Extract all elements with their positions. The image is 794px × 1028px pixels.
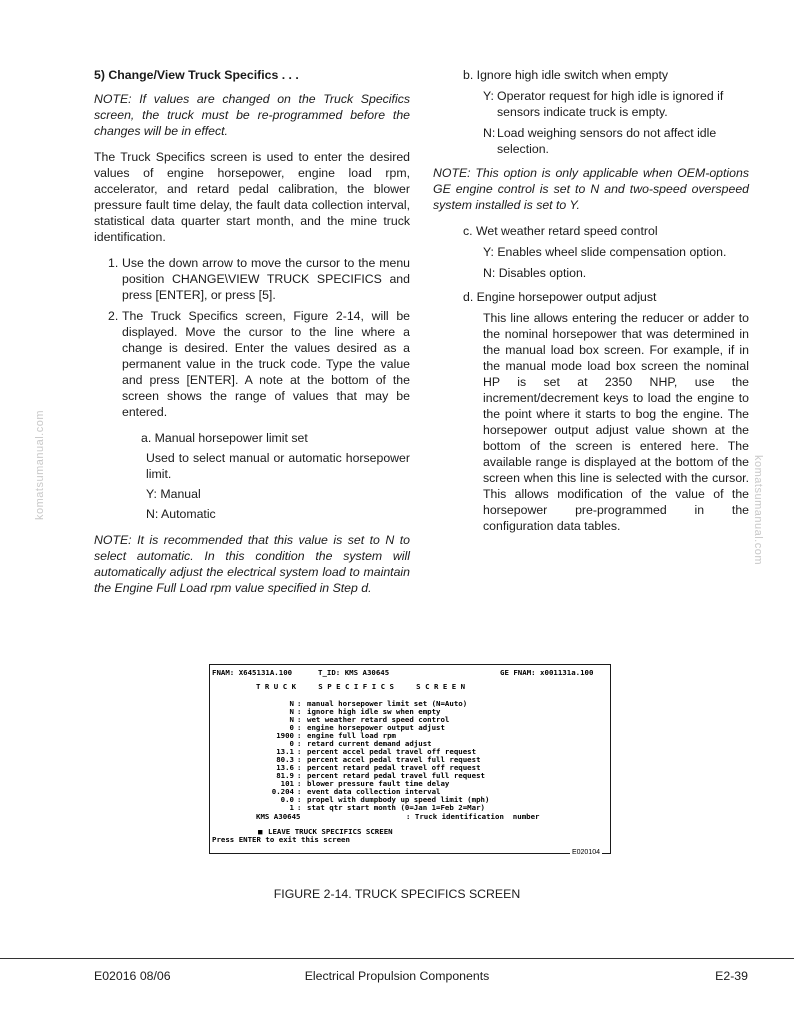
note-reprogram: NOTE: If values are changed on the Truck Specifics screen, the truck must be re-programmed before the changes will be in effect.: [94, 92, 410, 138]
screen-row-value[interactable]: 13.6: [276, 763, 294, 772]
screen-row-separator: :: [297, 755, 302, 764]
step-2: [94, 308, 410, 420]
item-c-label: c. Wet weather retard speed control: [463, 224, 658, 238]
step-2-number: 2.: [108, 309, 119, 323]
item-a-n: N: Automatic: [146, 507, 216, 521]
screen-row-value[interactable]: 1900: [276, 731, 294, 740]
screen-row-value[interactable]: 80.3: [276, 755, 294, 764]
footer-title: Electrical Propulsion Components: [304, 969, 490, 983]
truck-specifics-screen-figure: [209, 664, 611, 854]
note-oem-options: NOTE: This option is only applicable when OEM-options GE engine control is set to N and two-speed overspeed system installed is set to Y.: [433, 166, 749, 212]
screen-truck-id: T_ID: KMS A30645: [318, 668, 390, 677]
screen-row-separator: :: [297, 787, 302, 796]
step-1: [94, 255, 410, 303]
item-b-n-text: Load weighing sensors do not affect idle selection.: [497, 126, 717, 156]
item-b-n-key: N:: [483, 126, 496, 140]
screen-row-separator: :: [297, 763, 302, 772]
screen-row-separator: :: [297, 747, 302, 756]
right-column: [433, 67, 749, 539]
left-column: [94, 67, 410, 606]
footer-rule: [0, 958, 794, 959]
screen-leave-line: LEAVE TRUCK SPECIFICS SCREEN: [268, 827, 393, 836]
watermark-right: komatsumanual.com: [752, 455, 764, 565]
item-b-y-key: Y:: [483, 89, 494, 103]
screen-row-separator: :: [297, 795, 302, 804]
screen-row-value[interactable]: 0: [289, 739, 294, 748]
screen-fnam: FNAM: X645131A.100: [212, 668, 293, 677]
screen-row-label: event data collection interval: [307, 787, 441, 796]
screen-row-label: percent accel pedal travel off request: [307, 747, 477, 756]
item-d-text: This line allows entering the reducer or adder to the nominal horsepower that was determined in the manual load box screen. For example, if in the manual mode load box screen the nominal HP is set at 2350 NHP, use the increment/decrement keys to load the engine to the point where it starts to bog the engine. The horsepower output adjust value shown at the bottom of the screen is entered here. The available range is displayed at the bottom of the screen when this line is selected with the cursor. This allows modification of the value of the horsepower pre-programmed in the configuration data tables.: [483, 311, 749, 533]
footer-doc-id: E02016 08/06: [94, 969, 171, 983]
screen-row-label: engine horsepower output adjust: [307, 723, 445, 732]
screen-row-label: propel with dumpbody up speed limit (mph): [307, 795, 490, 804]
section-heading: 5) Change/View Truck Specifics . . .: [94, 68, 299, 82]
screen-row-value[interactable]: N: [289, 699, 294, 708]
screen-row-value[interactable]: N: [289, 707, 294, 716]
screen-row-value[interactable]: 1: [289, 803, 294, 812]
screen-ge-fnam: GE FNAM: x001131a.100: [500, 668, 594, 677]
footer-page-number: E2-39: [715, 969, 748, 983]
item-d-label: d. Engine horsepower output adjust: [463, 290, 657, 304]
step-1-number: 1.: [108, 256, 119, 270]
step-1-text: Use the down arrow to move the cursor to the menu position CHANGE\VIEW TRUCK SPECIFICS and press [ENTER], or press [5].: [122, 256, 410, 302]
screen-title: T R U C K S P E C I F I C S S C R E E N: [256, 682, 466, 691]
screen-row-separator: :: [297, 731, 302, 740]
screen-row-label: percent retard pedal travel full request: [307, 771, 485, 780]
screen-row-separator: :: [297, 739, 302, 748]
screen-row-label: engine full load rpm: [307, 731, 396, 740]
screen-row-value[interactable]: 13.1: [276, 747, 294, 756]
item-a-y: Y: Manual: [146, 487, 201, 501]
screen-row-value[interactable]: 0.0: [280, 795, 294, 804]
item-a-text: Used to select manual or automatic horsepower limit.: [146, 451, 410, 481]
step-2-text: The Truck Specifics screen, Figure 2-14, will be displayed. Move the cursor to the line where a change is desired. Enter the values desired as a permanent value in the truck code. Type the value and press [ENTER]. A note at the bottom of the screen shows the range of values that may be entered.: [122, 309, 410, 419]
screen-row-label: percent accel pedal travel full request: [307, 755, 481, 764]
screen-row-label: percent retard pedal travel off request: [307, 763, 481, 772]
note-automatic: NOTE: It is recommended that this value is set to N to select automatic. In this condition the system will automatically adjust the electrical system load to maintain the Engine Full Load rpm value specified in Step d.: [94, 533, 410, 595]
screen-row-label: manual horsepower limit set (N=Auto): [307, 699, 468, 708]
screen-row-value[interactable]: 0.204: [271, 787, 294, 796]
item-a-label: a. Manual horsepower limit set: [141, 431, 308, 445]
watermark-left: komatsumanual.com: [34, 410, 46, 520]
screen-row-label: wet weather retard speed control: [307, 715, 450, 724]
screen-press-enter-line: Press ENTER to exit this screen: [212, 835, 350, 844]
screen-cursor-block: ■: [258, 827, 263, 836]
screen-truck-id-value: KMS A30645: [256, 812, 301, 821]
screen-row-label: blower pressure fault time delay: [307, 779, 450, 788]
item-c-y: Y: Enables wheel slide compensation option.: [483, 245, 727, 259]
figure-id-tag: E020104: [571, 848, 600, 856]
item-b-label: b. Ignore high idle switch when empty: [463, 68, 669, 82]
screen-row-separator: :: [297, 715, 302, 724]
screen-row-separator: :: [297, 779, 302, 788]
item-c-n: N: Disables option.: [483, 266, 587, 280]
screen-row-value[interactable]: N: [289, 715, 294, 724]
item-b-y-text: Operator request for high idle is ignored if sensors indicate truck is empty.: [497, 89, 724, 119]
screen-row-separator: :: [297, 707, 302, 716]
screen-row-separator: :: [297, 771, 302, 780]
intro-paragraph: The Truck Specifics screen is used to enter the desired values of engine horsepower, engine load rpm, accelerator, and retard pedal calibration, the blower pressure fault time delay, the fault data collection interval, statistical data quarter start month, and the mine truck identification.: [94, 150, 410, 244]
screen-row-value[interactable]: 0: [289, 723, 294, 732]
screen-truck-id-label: : Truck identification number: [406, 812, 540, 821]
screen-row-label: stat qtr start month (0=Jan 1=Feb 2=Mar): [307, 803, 485, 812]
item-b-y: [483, 88, 749, 120]
screen-row-value[interactable]: 101: [280, 779, 294, 788]
figure-caption: FIGURE 2-14. TRUCK SPECIFICS SCREEN: [273, 887, 521, 901]
item-b-n: [483, 125, 749, 157]
screen-row-separator: :: [297, 803, 302, 812]
screen-row-separator: :: [297, 723, 302, 732]
screen-row-value[interactable]: 81.9: [276, 771, 294, 780]
screen-row-label: ignore high idle sw when empty: [307, 707, 441, 716]
screen-row-label: retard current demand adjust: [307, 739, 432, 748]
screen-row-separator: :: [297, 699, 302, 708]
